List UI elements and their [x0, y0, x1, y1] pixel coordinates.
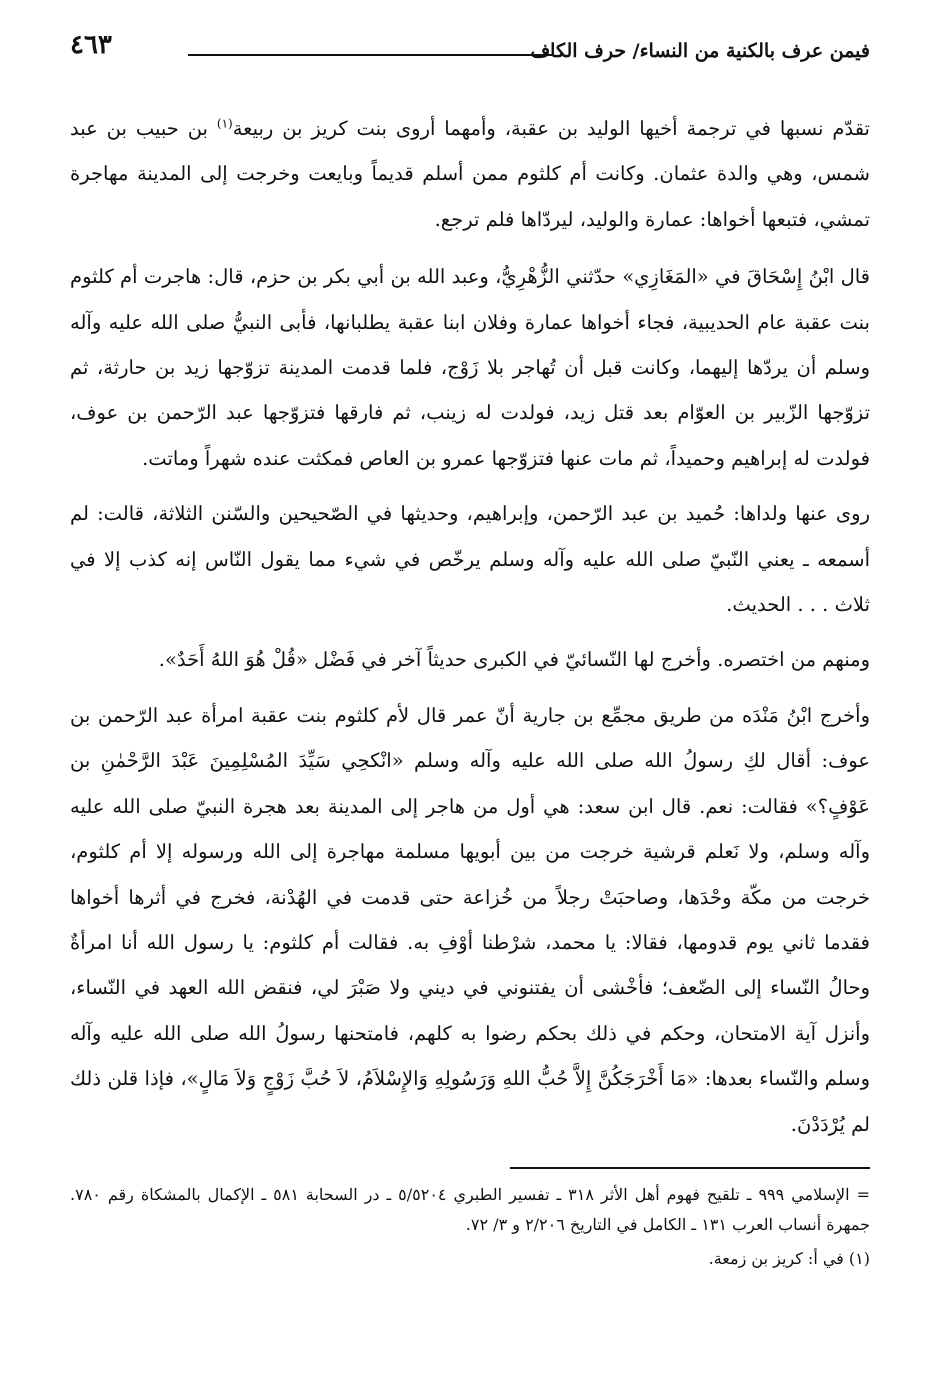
running-header: [70, 22, 870, 74]
paragraph: ومنهم من اختصره. وأخرج لها النّسائيّ في الكبرى حديثاً آخر في فَضْل «قُلْ هُوَ اللهُ أَحَدٌ».: [158, 648, 870, 672]
footnote-marker: (١): [216, 116, 233, 131]
header-rule: [188, 54, 552, 56]
page-number: ٤٦٣: [70, 30, 112, 60]
paragraph-text: تقدّم نسبها في ترجمة أخيها الوليد بن عقبة، وأمهما أروى بنت كريز بن ربيعة: [232, 117, 870, 140]
paragraph: روى عنها ولداها: حُميد بن عبد الرّحمن، وإبراهيم، وحديثها في الصّحيحين والسّنن الثلاثة، قالت: لم أسمعه ـ يعني النّبيّ صلى الله عليه وآله وسلم يرخّص في شيء مما يقول النّاس إنه كذب إلا في ثلاث . . . الحديث.: [70, 502, 870, 617]
footnote: = الإسلامي ٩٩٩ ـ تلقيح فهوم أهل الأثر ٣١٨ ـ تفسير الطبري ٥/٥٢٠٤ ـ در السحابة ٥٨١ ـ الإكمال بالمشكاة رقم ٧٨٠. جمهرة أنساب العرب ١٣١ ـ الكامل في التاريخ ٢/٢٠٦ و ٣/ ٧٢.: [70, 1185, 870, 1234]
paragraph: وأخرج ابْنُ مَنْدَه من طريق مجمِّع بن جارية أنّ عمر قال لأم كلثوم بنت عقبة امرأة عبد الرّحمن بن عوف: أقال لكِ رسولُ الله صلى الله عليه وآله وسلم «انْكحِي سَيِّدَ المُسْلِمِينَ عَبْدَ الرَّحْمٰنِ بن عَوْفٍ؟» فقالت: نعم. قال ابن سعد: هي أول من هاجر إلى المدينة بعد هجرة النبيّ صلى الله عليه وآله وسلم، ولا نَعلم قرشية خرجت من بين أبويها مسلمة مهاجرة إلى الله ورسوله إلا أم كلثوم، خرجت من مكّة وحْدَها، وصاحبَتْ رجلاً من خُزاعة حتى قدمت في الهُدْنة، فخرج في أثرها أخواها فقدما ثاني يوم قدومها، فقالا: يا محمد، شرْطنا أوْفِ به. فقالت أم كلثوم: يا رسول الله أنا امرأةٌ وحالُ النّساء إلى الضّعف؛ فأخْشى أن يفتنوني في ديني ولا صَبْرَ لي، فنقض الله العهد في النّساء، وأنزل آية الامتحان، وحكم في ذلك بحكم رضوا به كلهم، فامتحنها رسولُ الله صلى الله عليه وآله وسلم والنّساء بعدها: «مَا أَخْرَجَكُنَّ إِلاَّ حُبُّ اللهِ وَرَسُولِهِ وَالإِسْلاَمُ، لاَ حُبَّ زَوْجٍ وَلاَ مَالٍ»، فإذا قلن ذلك لم يُرْدَدْنَ.: [70, 703, 870, 1136]
footnote: (١) في أ: كريز بن زمعة.: [708, 1249, 870, 1268]
paragraph-text: بن حبيب بن عبد شمس، وهي والدة عثمان. وكانت أم كلثوم ممن أسلم قديماً وبايعت وخرجت إلى المدينة مهاجرة تمشي، فتبعها أخواها: عمارة والوليد، ليردّاها فلم ترجع.: [70, 117, 870, 231]
paragraph: [70, 106, 870, 242]
book-page: [70, 22, 870, 1157]
footnotes: [70, 1180, 870, 1274]
header-title: فيمن عرف بالكنية من النساء/ حرف الكاف: [530, 40, 870, 62]
main-text: [70, 106, 870, 1147]
footnote-rule: [510, 1167, 870, 1169]
paragraph: قال ابْنُ إِسْحَاقَ في «المَغَازِي» حدّثني الزُّهْرِيُّ، وعبد الله بن أبي بكر بن حزم، قال: هاجرت أم كلثوم بنت عقبة عام الحديبية، فجاء أخواها عمارة وفلان ابنا عقبة يطلبانها، فأبى النبيُّ صلى الله عليه وآله وسلم أن يردّها إليهما، وكانت قبل أن تُهاجر بلا زَوْج، فلما قدمت المدينة تزوّجها زيد بن حارثة، ثم تزوّجها الزّبير بن العوّام بعد قتل زيد، فولدت له زينب، ثم فارقها فتزوّجها عبد الرّحمن بن عوف، فولدت له إبراهيم وحميداً، ثم مات عنها فتزوّجها عمرو بن العاص فمكثت عنده شهراً وماتت.: [70, 265, 870, 470]
